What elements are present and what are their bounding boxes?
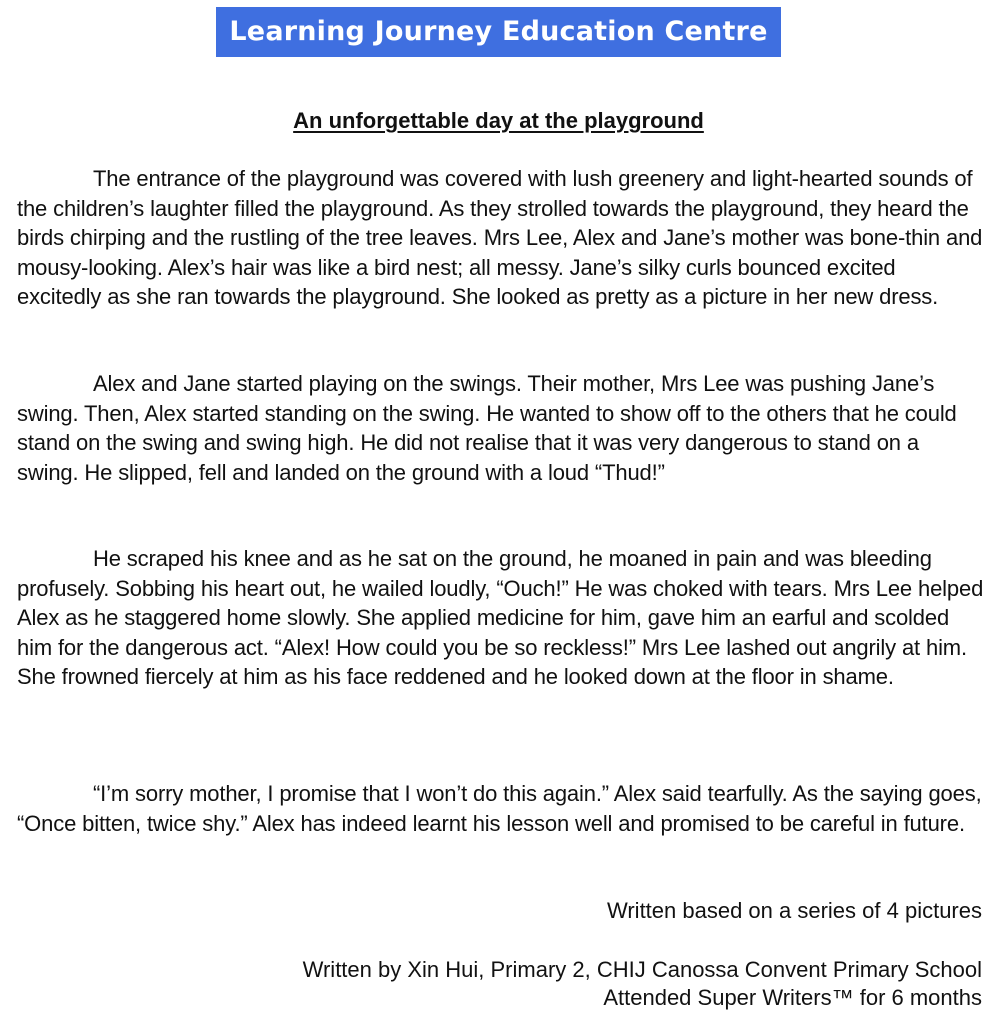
attendance-credit: Attended Super Writers™ for 6 months xyxy=(603,985,982,1010)
source-note: Written based on a series of 4 pictures xyxy=(606,898,982,923)
paragraph-4: “I’m sorry mother, I promise that I won’t do this again.” Alex said tearfully. As the saying goes, “Once bitten, twice shy.” Alex has indeed learnt his lesson well and promised to be careful in future. xyxy=(17,781,982,836)
paragraph-3: He scraped his knee and as he sat on the ground, he moaned in pain and was bleeding profusely. Sobbing his heart out, he wailed loudly, “Ouch!” He was choked with tears. Mrs Lee helped Alex as he staggered home slowly. She applied medicine for him, gave him an earful and scolded him for the dangerous act. “Alex! How could you be so reckless!” Mrs Lee lashed out angrily at him. She frowned fiercely at him as his face reddened and he looked down at the floor in shame. xyxy=(17,546,984,689)
paragraph-1: The entrance of the playground was covered with lush greenery and light-hearted sounds of the children’s laughter filled the playground. As they strolled towards the playground, they heard the birds chirping and the rustling of the tree leaves. Mrs Lee, Alex and Jane’s mother was bone-thin and mousy-looking. Alex’s hair was like a bird nest; all messy. Jane’s silky curls bounced excited excitedly as she ran towards the playground. She looked as pretty as a picture in her new dress. xyxy=(17,166,983,309)
header-banner: Learning Journey Education Centre xyxy=(216,7,781,57)
paragraph-2: Alex and Jane started playing on the swings. Their mother, Mrs Lee was pushing Jane’s swing. Then, Alex started standing on the swing. He wanted to show off to the others that he could stand on the swing and swing high. He did not realise that it was very dangerous to stand on a swing. He slipped, fell and landed on the ground with a loud “Thud!” xyxy=(17,371,957,485)
author-credit: Written by Xin Hui, Primary 2, CHIJ Canossa Convent Primary School xyxy=(302,957,982,982)
essay-title: An unforgettable day at the playground xyxy=(293,108,704,133)
